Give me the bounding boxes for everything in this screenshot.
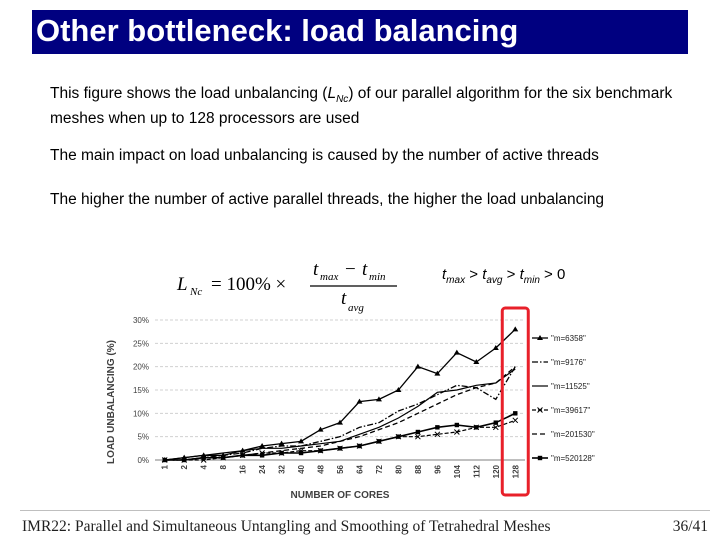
y-tick-label: 30% [132,316,149,325]
data-point [512,326,518,331]
data-point [279,451,283,455]
slide-title: Other bottleneck: load balancing [36,13,519,48]
load-unbalancing-chart [100,305,630,505]
formula-den-sub: avg [348,302,364,314]
y-tick-label: 20% [132,362,149,372]
x-tick-label: 24 [258,465,268,474]
legend-label: "m=520128" [551,454,595,463]
p1-var: L [327,85,337,102]
formula-num-t2: t [362,259,368,280]
data-point [415,364,421,369]
y-tick-label: 25% [132,339,149,349]
data-point [455,423,459,427]
data-point [338,446,342,450]
x-tick-label: 2 [180,465,190,470]
y-tick-label: 5% [137,432,149,442]
formula-den-t: t [341,288,347,309]
x-tick-label: 8 [219,465,229,470]
data-point [513,411,517,415]
data-point [454,350,460,355]
x-axis-label: NUMBER OF CORES [290,490,390,501]
legend-label: "m=6358" [551,334,586,343]
formula-equals-pct: = 100% × [211,274,287,295]
data-point [260,453,264,457]
ineq-sub3: min [523,275,540,286]
footer-title: IMR22: Parallel and Simultaneous Untangling and Smoothing of Tetrahedral Meshes [22,518,551,535]
data-point [357,444,361,448]
x-tick-label: 56 [336,465,345,474]
x-tick-label: 40 [297,465,307,474]
paragraph-main-impact: The main impact on load unbalancing is caused by the number of active threads [50,147,599,164]
legend-label: "m=9176" [551,358,586,367]
legend-label: "m=11525" [551,382,590,391]
x-tick-label: 1 [160,465,170,470]
data-point [299,451,303,455]
p1-var-sub: Nc [336,94,349,106]
y-tick-label: 15% [132,386,149,395]
x-tick-label: 112 [472,465,482,478]
formula-num-sub2: min [369,271,386,283]
y-tick-label: 10% [132,409,149,419]
x-tick-label: 96 [433,465,443,474]
x-tick-label: 128 [511,465,521,479]
data-point [538,456,542,460]
legend-label: "m=39617" [551,406,591,415]
data-point [416,430,420,434]
data-point [474,425,478,429]
data-point [163,458,167,462]
data-point [298,438,304,443]
paragraph-figure-description [50,84,700,128]
x-tick-label: 120 [491,465,501,479]
formula-minus: − [345,259,356,280]
x-tick-label: 16 [238,465,248,474]
time-inequality [442,266,565,286]
data-point [494,420,498,424]
data-point [240,453,244,457]
p1-text-after: ) of our parallel algorithm for the six benchmark meshes when up to 128 processors are used [50,85,673,128]
formula-num-sub1: max [320,271,339,283]
formula-num-t1: t [313,259,319,280]
data-point [396,434,400,438]
x-tick-label: 4 [199,465,209,470]
p1-text-before: This figure shows the load unbalancing ( [50,85,328,102]
y-tick-label: 0% [137,456,149,465]
data-point [435,425,439,429]
data-point [513,418,518,423]
y-axis-label: LOAD UNBALANCING (%) [106,340,117,464]
ineq-gt2: > [502,266,520,283]
ineq-tail: > 0 [539,266,566,283]
ineq-gt1: > [465,266,483,283]
data-point [221,455,225,459]
x-tick-label: 104 [452,465,462,479]
formula-lhs-sub: Nc [190,286,203,298]
data-point [201,455,205,459]
x-tick-label: 80 [394,465,404,474]
series-line [165,329,516,460]
x-tick-label: 88 [413,465,423,474]
page-number: 36/41 [672,518,708,535]
ineq-t2: t [482,266,487,283]
formula-lhs: L [177,274,188,295]
paragraph-higher-threads: The higher the number of active parallel threads, the higher the load unbalancing [50,191,605,208]
ineq-t3: t [519,266,524,283]
ineq-sub2: avg [486,275,503,286]
footer-divider [20,510,710,511]
x-tick-label: 64 [355,465,365,474]
data-point [377,439,381,443]
x-tick-label: 32 [277,465,287,474]
x-tick-label: 48 [316,465,326,474]
ineq-sub1: max [446,275,466,286]
data-point [318,448,322,452]
ineq-t1: t [442,266,447,283]
data-point [182,458,186,462]
x-tick-label: 72 [374,465,384,474]
legend-label: "m=201530" [551,430,595,439]
